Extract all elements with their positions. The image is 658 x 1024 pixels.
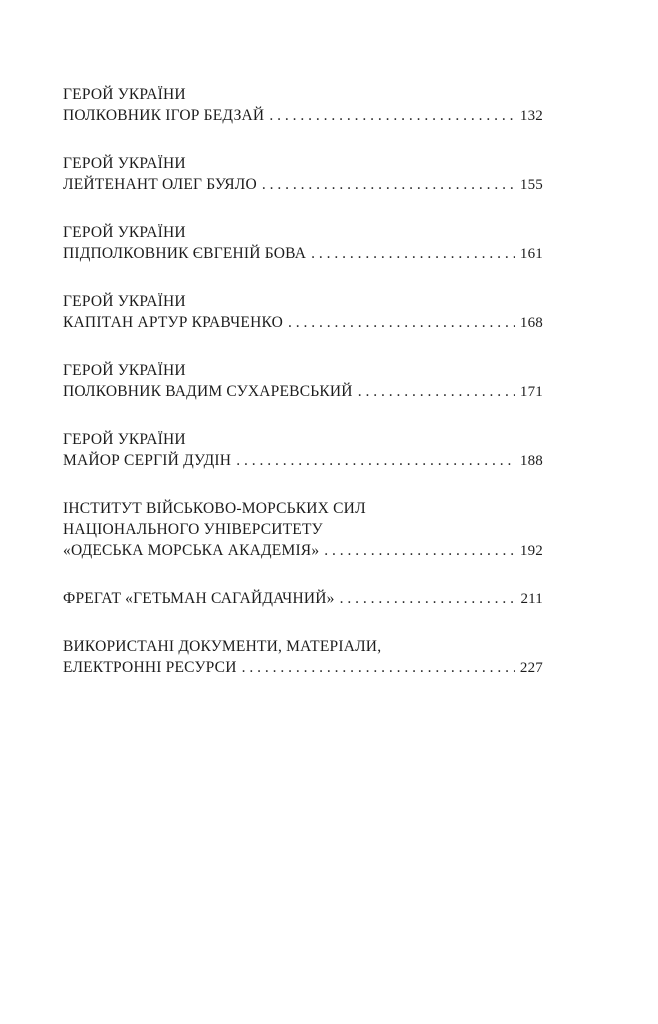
toc-entry-line: ГЕРОЙ УКРАЇНИ	[63, 362, 186, 379]
dot-leader	[311, 243, 515, 264]
toc-entry-line: ІНСТИТУТ ВІЙСЬКОВО-МОРСЬКИХ СИЛ	[63, 500, 366, 517]
toc-entry-line: ГЕРОЙ УКРАЇНИ	[63, 431, 186, 448]
dot-leader	[358, 381, 515, 402]
toc-entry-line: ЕЛЕКТРОННІ РЕСУРСИ	[63, 659, 237, 676]
toc-entry-line: ГЕРОЙ УКРАЇНИ	[63, 224, 186, 241]
toc-entry-line: ПОЛКОВНИК ІГОР БЕДЗАЙ	[63, 107, 265, 124]
toc-entry[interactable]	[63, 498, 543, 562]
toc-entry-title-row	[63, 174, 543, 196]
dot-leader	[288, 312, 515, 333]
toc-entry-line: ПОЛКОВНИК ВАДИМ СУХАРЕВСЬКИЙ	[63, 383, 353, 400]
toc-entry[interactable]	[63, 84, 543, 127]
page-number: 227	[519, 660, 543, 676]
toc-entry-title-row	[63, 540, 543, 562]
toc-entry-line: «ОДЕСЬКА МОРСЬКА АКАДЕМІЯ»	[63, 542, 320, 559]
table-of-contents	[63, 84, 543, 705]
toc-entry[interactable]	[63, 360, 543, 403]
toc-entry[interactable]	[63, 153, 543, 196]
dot-leader	[340, 588, 516, 609]
dot-leader	[269, 105, 515, 126]
page-number: 171	[519, 384, 543, 400]
toc-entry[interactable]	[63, 429, 543, 472]
dot-leader	[262, 174, 515, 195]
toc-entry-line: ФРЕГАТ «ГЕТЬМАН САГАЙДАЧНИЙ»	[63, 590, 335, 607]
toc-entry-line: КАПІТАН АРТУР КРАВЧЕНКО	[63, 314, 284, 331]
page-number: 155	[519, 177, 543, 193]
dot-leader	[242, 657, 515, 678]
page-number: 132	[519, 108, 543, 124]
toc-entry-line: ГЕРОЙ УКРАЇНИ	[63, 293, 186, 310]
toc-entry-line: ГЕРОЙ УКРАЇНИ	[63, 155, 186, 172]
toc-entry-line: НАЦІОНАЛЬНОГО УНІВЕРСИТЕТУ	[63, 521, 323, 538]
toc-entry-line: ГЕРОЙ УКРАЇНИ	[63, 86, 186, 103]
page-number: 211	[520, 591, 543, 607]
toc-entry-title-row	[63, 588, 543, 610]
toc-entry-line: ВИКОРИСТАНІ ДОКУМЕНТИ, МАТЕРІАЛИ,	[63, 638, 382, 655]
page-number: 161	[519, 246, 543, 262]
toc-entry[interactable]	[63, 636, 543, 679]
page-number: 192	[519, 543, 543, 559]
toc-entry[interactable]	[63, 588, 543, 610]
toc-entry-title-row	[63, 657, 543, 679]
toc-entry-title-row	[63, 243, 543, 265]
toc-entry-title-row	[63, 312, 543, 334]
page-number: 188	[519, 453, 543, 469]
toc-entry-title-row	[63, 105, 543, 127]
dot-leader	[324, 540, 515, 561]
dot-leader	[236, 450, 515, 471]
toc-entry-title-row	[63, 450, 543, 472]
toc-entry-line: ЛЕЙТЕНАНТ ОЛЕГ БУЯЛО	[63, 176, 257, 193]
toc-entry[interactable]	[63, 222, 543, 265]
toc-entry[interactable]	[63, 291, 543, 334]
toc-entry-title-row	[63, 381, 543, 403]
toc-entry-line: МАЙОР СЕРГІЙ ДУДІН	[63, 452, 232, 469]
page-number: 168	[519, 315, 543, 331]
toc-entry-line: ПІДПОЛКОВНИК ЄВГЕНІЙ БОВА	[63, 245, 307, 262]
